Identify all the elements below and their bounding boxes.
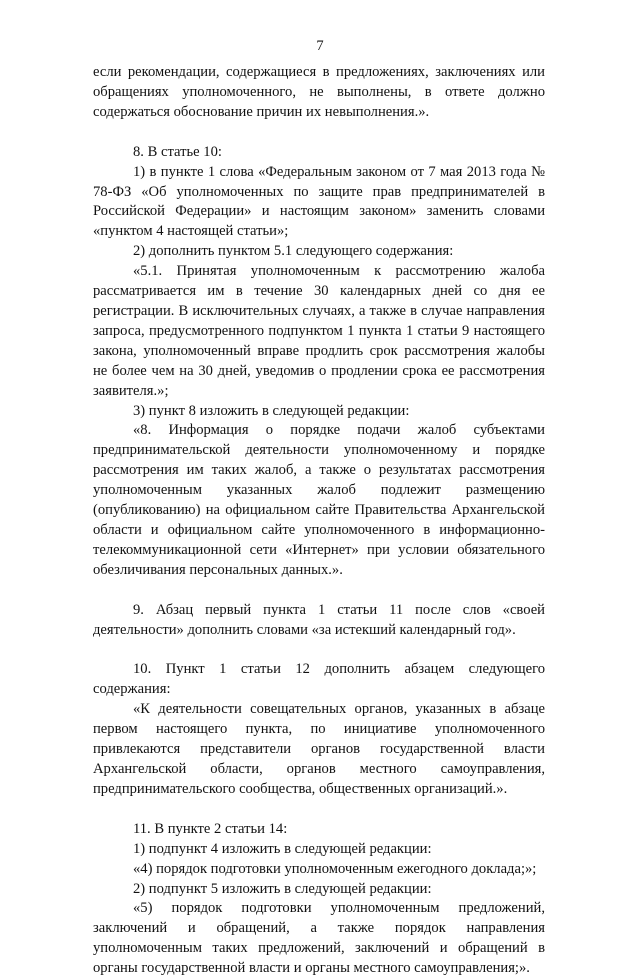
- paragraph-11-quote-4: «4) порядок подготовки уполномоченным ежегодного доклада;»;: [133, 860, 537, 877]
- paragraph-section-8: 8. В статье 10:: [133, 143, 222, 160]
- paragraph-10-quote: «К деятельности совещательных органов, указанных в абзаце первом настоящего пункта, по инициативе уполномоченного привлекаются представители органов государственной власти Архангельской области, органов местного самоуправления, предпринимательского сообщества, общественных организаций.».: [93, 701, 545, 797]
- page-number: 7: [316, 38, 324, 54]
- paragraph-11-item-2: 2) подпункт 5 изложить в следующей редакции:: [133, 880, 432, 897]
- paragraph-11-quote-5: «5) порядок подготовки уполномоченным предложений, заключений и обращений, а также порядок направления уполномоченным таких предложений, заключений и обращений в органы государственной власти и органы местного самоуправления;».: [93, 900, 545, 977]
- paragraph-section-9: 9. Абзац первый пункта 1 статьи 11 после слов «своей деятельности» дополнить словами «за истекший календарный год».: [93, 601, 545, 638]
- paragraph-8-item-3: 3) пункт 8 изложить в следующей редакции:: [133, 402, 410, 419]
- document-body: [93, 63, 545, 979]
- paragraph-8-item-1: 1) в пункте 1 слова «Федеральным законом от 7 мая 2013 года № 78-ФЗ «Об уполномоченных по защите прав предпринимателей в Российской Федерации» и настоящим законом» заменить словами «пунктом 4 настоящей статьи»;: [93, 163, 545, 240]
- paragraph-8-item-2: 2) дополнить пунктом 5.1 следующего содержания:: [133, 243, 454, 260]
- paragraph-8-quote-8: «8. Информация о порядке подачи жалоб субъектами предпринимательской деятельности уполномоченному и порядке рассмотрения им таких жалоб, а также о результатах рассмотрения уполномоченным указанных жалоб подлежит размещению (опубликованию) на официальном сайте Правительства Архангельской области и официальном сайте уполномоченного в информационно-телекоммуникационной сети «Интернет» при условии обязательного обезличивания персональных данных.».: [93, 422, 545, 578]
- paragraph-11-item-1: 1) подпункт 4 изложить в следующей редакции:: [133, 840, 432, 857]
- paragraph-continuation: если рекомендации, содержащиеся в предложениях, заключениях или обращениях уполномоченного, не выполнены, в ответе должно содержаться обоснование причин их невыполнения.».: [93, 64, 545, 120]
- paragraph-section-10: 10. Пункт 1 статьи 12 дополнить абзацем следующего содержания:: [93, 661, 545, 698]
- paragraph-section-11: 11. В пункте 2 статьи 14:: [133, 820, 288, 837]
- paragraph-8-quote-5-1: «5.1. Принятая уполномоченным к рассмотрению жалоба рассматривается им в течение 30 календарных дней со дня ее регистрации. В исключительных случаях, а также в случае направления запроса, предусмотренного подпунктом 1 пункта 1 статьи 9 настоящего закона, уполномоченный вправе продлить срок рассмотрения жалобы не более чем на 30 дней, уведомив о продлении срока ее рассмотрения заявителя.»;: [93, 263, 545, 399]
